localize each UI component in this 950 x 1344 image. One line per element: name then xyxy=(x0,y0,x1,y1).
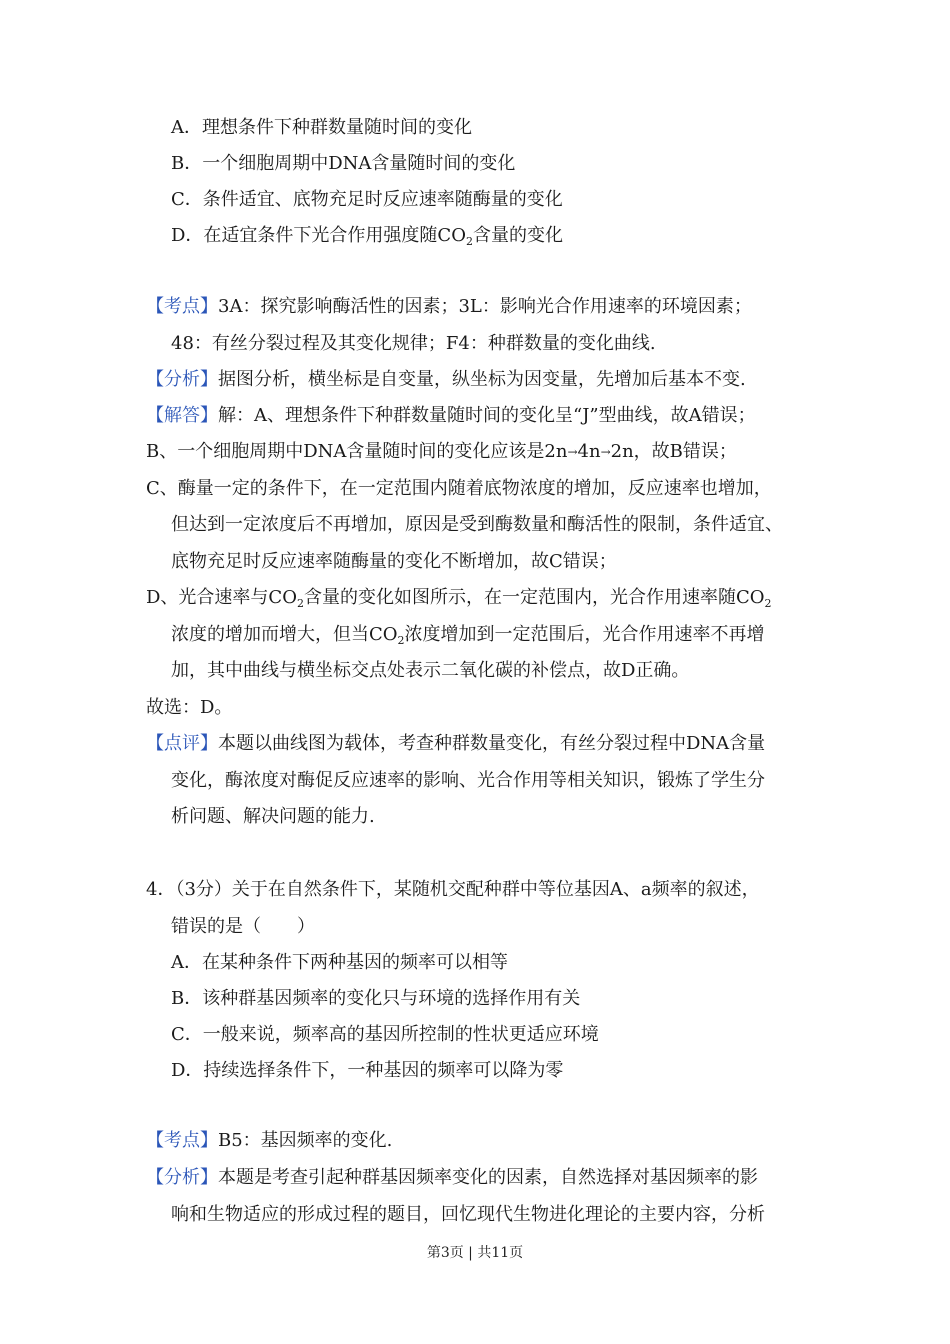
q3-option-d-text: D．在适宜条件下光合作用强度随CO xyxy=(171,225,466,246)
subscript-2: 2 xyxy=(296,597,304,610)
arrow-icon: → xyxy=(600,445,611,459)
q4-option-b: B．该种群基因频率的变化只与环境的选择作用有关 xyxy=(171,988,581,1009)
q4-fenxi-line-1 xyxy=(146,1165,758,1191)
subscript-2: 2 xyxy=(397,634,405,647)
subscript-2: 2 xyxy=(764,597,772,610)
q3-dianping-line-2: 变化，酶浓度对酶促反应速率的影响、光合作用等相关知识，锻炼了学生分 xyxy=(171,770,765,791)
jieda-b-mid: 4n xyxy=(577,441,601,462)
dianping-tag: 【点评】 xyxy=(146,733,218,754)
q4-stem-line-2: 错误的是（ ） xyxy=(171,916,315,937)
q4-option-c: C．一般来说，频率高的基因所控制的性状更适应环境 xyxy=(171,1024,599,1045)
kaodian-text: 3A：探究影响酶活性的因素；3L：影响光合作用速率的环境因素； xyxy=(218,296,752,317)
q3-option-c: C．条件适宜、底物充足时反应速率随酶量的变化 xyxy=(171,189,563,210)
page-footer: 第3页 | 共11页 xyxy=(426,1245,524,1261)
q3-kaodian-line-1 xyxy=(146,294,752,320)
q3-final-answer: 故选：D。 xyxy=(146,697,233,718)
q3-jieda-b xyxy=(146,439,737,465)
q3-jieda-c-3: 底物充足时反应速率随酶量的变化不断增加，故C错误； xyxy=(171,551,617,572)
q3-jieda-d-1 xyxy=(146,585,772,611)
q3-dianping-line-1 xyxy=(146,731,765,757)
q3-option-d xyxy=(171,223,563,249)
fenxi-text: 据图分析，横坐标是自变量，纵坐标为因变量，先增加后基本不变. xyxy=(218,369,746,390)
q3-dianping-line-3: 析问题、解决问题的能力. xyxy=(171,806,375,827)
q3-jieda-d-2 xyxy=(171,622,765,648)
kaodian-tag: 【考点】 xyxy=(146,296,218,317)
dianping-text: 本题以曲线图为载体，考查种群数量变化，有丝分裂过程中DNA含量 xyxy=(218,733,766,754)
q4-kaodian-text: B5：基因频率的变化. xyxy=(218,1130,393,1151)
q3-kaodian-line-2: 48：有丝分裂过程及其变化规律；F4：种群数量的变化曲线. xyxy=(171,333,656,354)
fenxi-tag: 【分析】 xyxy=(146,369,218,390)
jieda-d2-text-2: 浓度增加到一定范围后，光合作用速率不再增 xyxy=(404,624,765,645)
q4-fenxi-text: 本题是考查引起种群基因频率变化的因素，自然选择对基因频率的影 xyxy=(218,1167,758,1188)
jieda-b-end: 2n，故B错误； xyxy=(610,441,737,462)
kaodian-tag: 【考点】 xyxy=(146,1130,218,1151)
q3-fenxi xyxy=(146,367,746,393)
jieda-text: 解：A、理想条件下种群数量随时间的变化呈“J”型曲线，故A错误； xyxy=(218,405,756,426)
q4-option-d: D．持续选择条件下，一种基因的频率可以降为零 xyxy=(171,1060,564,1081)
q3-option-d-text-end: 含量的变化 xyxy=(472,225,563,246)
jieda-d1-text: D、光合速率与CO xyxy=(146,587,297,608)
jieda-tag: 【解答】 xyxy=(146,405,218,426)
q4-kaodian xyxy=(146,1128,392,1154)
q3-option-b: B．一个细胞周期中DNA含量随时间的变化 xyxy=(171,153,516,174)
jieda-d2-text: 浓度的增加而增大，但当CO xyxy=(171,624,398,645)
arrow-icon: → xyxy=(567,445,578,459)
subscript-2: 2 xyxy=(465,235,473,248)
q3-jieda-c-1: C、酶量一定的条件下，在一定范围内随着底物浓度的增加，反应速率也增加， xyxy=(146,478,772,499)
jieda-d1-text-2: 含量的变化如图所示，在一定范围内，光合作用速率随CO xyxy=(303,587,765,608)
q4-stem-line-1: 4．（3分）关于在自然条件下，某随机交配种群中等位基因A、a频率的叙述， xyxy=(146,879,760,900)
q3-option-a: A．理想条件下种群数量随时间的变化 xyxy=(171,117,472,138)
jieda-b-text: B、一个细胞周期中DNA含量随时间的变化应该是2n xyxy=(146,441,568,462)
q3-jieda-line-1 xyxy=(146,403,756,429)
q3-jieda-c-2: 但达到一定浓度后不再增加，原因是受到酶数量和酶活性的限制，条件适宜、 xyxy=(171,514,783,535)
q4-fenxi-line-2: 响和生物适应的形成过程的题目，回忆现代生物进化理论的主要内容，分析 xyxy=(171,1204,765,1225)
q4-option-a: A．在某种条件下两种基因的频率可以相等 xyxy=(171,952,508,973)
q3-jieda-d-3: 加，其中曲线与横坐标交点处表示二氧化碳的补偿点，故D正确。 xyxy=(171,660,690,681)
fenxi-tag: 【分析】 xyxy=(146,1167,218,1188)
